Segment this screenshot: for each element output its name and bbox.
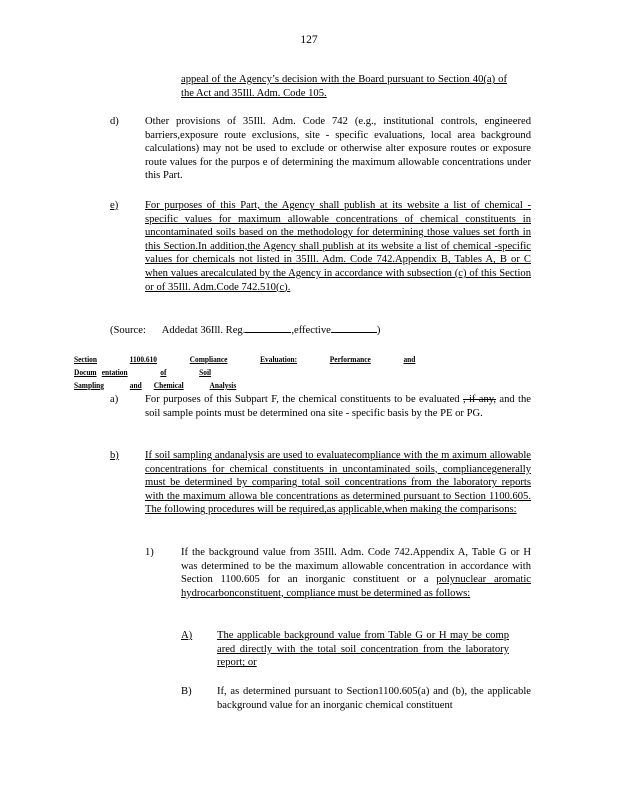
heading-word: Compliance xyxy=(189,354,228,364)
item-A-text: The applicable background value from Table G or H may be comp ared directly with the total soil concentration from the laboratory report; or xyxy=(217,630,509,669)
item-b1-text-plain: If the background value from 35Ill. Adm. Code 742.Appendix A, Table G or H was determined to be the maximum allowable concentration in accordance with Section 1100.605 for an inorganic constituent or a xyxy=(181,547,531,586)
item-b1-text-underlined: polynuclear aromatic hydrocarbonconstituent, compliance must be determined as follows: xyxy=(181,574,532,599)
source-close: ) xyxy=(376,325,381,336)
item-e-text: For purposes of this Part, the Agency shall publish at its website a list of chemical - specific values for maximum allowable concentrations of chemical constituents in uncontaminated soils based on the methodology for determining those values set forth in this Section.In addition,the Agency shall publish at its website a list of chemical -specific values for chemicals not listed in 35Ill. Adm. Code 742.Appendix B, Tables A, B or C when values arecalculated by the Agency in accordance with subsection (c) of this Section or of 35Ill. Adm.Code 742.510(c). xyxy=(145,200,531,293)
item-a-text xyxy=(145,393,531,420)
item-e-label: e) xyxy=(110,200,119,211)
heading-word: Sampling xyxy=(74,380,104,390)
heading-word: Docum xyxy=(74,367,97,377)
source-note xyxy=(110,323,530,338)
source-prefix: (Source: xyxy=(110,325,146,336)
item-a-text-before: For purposes of this Subpart F, the chemical constituents to be evaluated xyxy=(145,394,460,405)
heading-word: Section xyxy=(74,354,97,364)
item-b1-text xyxy=(181,546,531,600)
source-effective: ,effective xyxy=(291,325,331,336)
heading-word: entation xyxy=(101,367,128,377)
heading-word: Evaluation: xyxy=(260,354,298,364)
item-b-label: b) xyxy=(110,450,119,461)
effective-date-blank xyxy=(331,323,377,333)
item-a-label: a) xyxy=(110,394,119,405)
heading-word: Performance xyxy=(329,354,371,364)
item-A-label: A) xyxy=(181,630,193,641)
top-continuation-paragraph: appeal of the Agency’s decision with the Board pursuant to Section 40(a) of the Act and 35Ill. Adm. Code 105. xyxy=(181,74,507,99)
item-b-text: If soil sampling andanalysis are used to evaluatecompliance with the m aximum allowable concentrations for chemical constituents in uncontaminated soils, compliancegenerally must be determined by comparing total soil concentrations from the laboratory reports with the maximum allowa ble concentrations as determined pursuant to Section 1100.605. The following procedures will be required,as applicable,when making the comparisons: xyxy=(145,450,531,516)
item-b1-label: 1) xyxy=(145,547,154,558)
heading-word: and xyxy=(129,380,142,390)
heading-word: 1100.610 xyxy=(129,354,157,364)
heading-word: Soil xyxy=(199,367,212,377)
heading-word: Analysis xyxy=(209,380,237,390)
item-B-text: If, as determined pursuant to Section1100.605(a) and (b), the applicable background value for an inorganic chemical constituent xyxy=(217,686,531,711)
register-blank xyxy=(245,323,291,333)
heading-word: of xyxy=(160,367,167,377)
item-d-label: d) xyxy=(110,116,119,127)
item-a-text-after: and the soil sample points must be determined ona site - specific basis by the PE or PG. xyxy=(145,394,531,419)
section-heading-line-1 xyxy=(74,353,470,379)
item-a-struck-text: , if any, xyxy=(462,394,497,405)
item-d-text: Other provisions of 35Ill. Adm. Code 742 (e.g., institutional controls, engineered barriers,exposure route exclusions, site - specific evaluations, local area background calculations) may not be used to exclude or otherwise alter exposure routes or exposure route values for the purpos e of determining the maximum allowable concentrations under this Part. xyxy=(145,116,531,182)
heading-word: Chemical xyxy=(153,380,184,390)
section-heading-line-2 xyxy=(74,379,470,392)
source-added: Addedat 36Ill. Reg. xyxy=(161,325,246,336)
heading-word: and xyxy=(403,354,416,364)
section-heading xyxy=(74,353,470,392)
item-B-label: B) xyxy=(181,686,192,697)
page-number: 127 xyxy=(300,34,318,46)
